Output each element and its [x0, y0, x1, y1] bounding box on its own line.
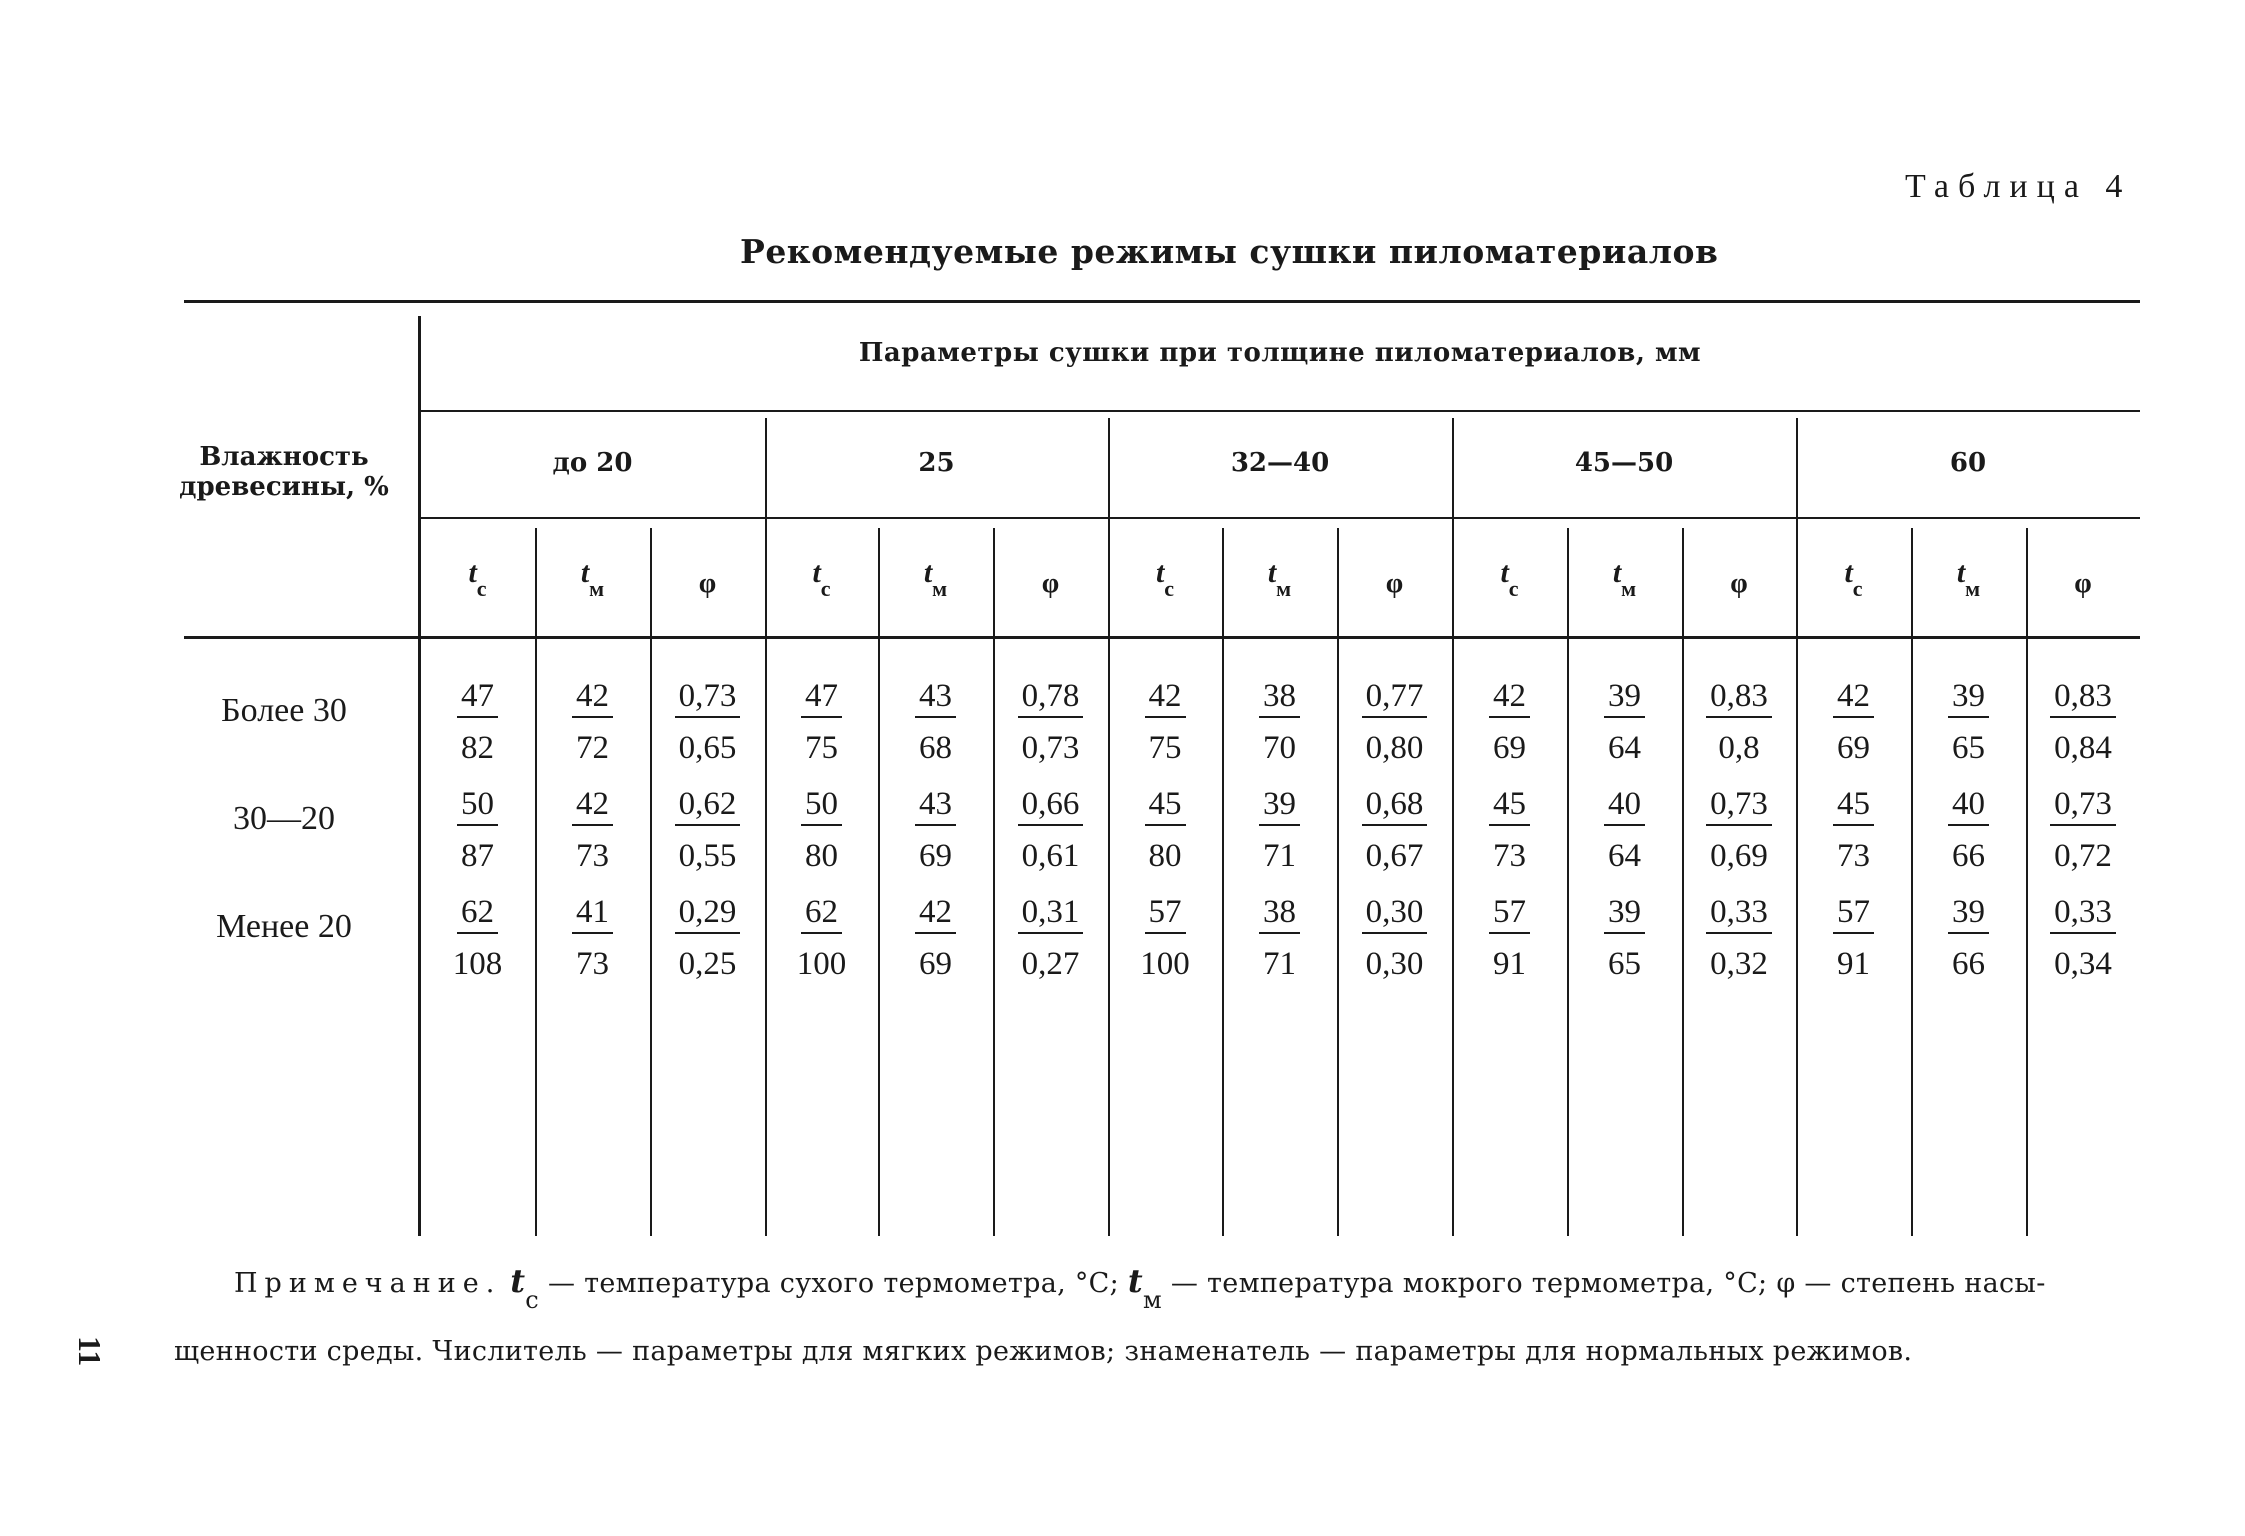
- subheader-t-wet: $t_м$: [923, 556, 948, 601]
- cell-denominator: 71: [1263, 838, 1296, 874]
- table-cell: [1108, 892, 1222, 982]
- cell-denominator: 68: [919, 730, 952, 766]
- cell-denominator: 64: [1608, 730, 1641, 766]
- table-cell: [1911, 676, 2026, 766]
- cell-numerator: 50: [801, 784, 842, 826]
- cell-denominator: 71: [1263, 946, 1296, 982]
- table-cell: [1682, 784, 1796, 874]
- cell-denominator: 0,65: [678, 730, 737, 766]
- cell-denominator: 65: [1608, 946, 1641, 982]
- params-rule: [420, 410, 2140, 412]
- cell-numerator: 45: [1145, 784, 1186, 826]
- cell-denominator: 75: [805, 730, 838, 766]
- cell-numerator: 0,73: [2050, 784, 2116, 826]
- cell-numerator: 47: [457, 676, 498, 718]
- table-cell: [2026, 784, 2140, 874]
- cell-denominator: 0,8: [1718, 730, 1760, 766]
- cell-denominator: 73: [576, 946, 609, 982]
- column-divider: [878, 528, 880, 1236]
- subheader-phi: φ: [698, 568, 717, 599]
- table-cell: [1567, 784, 1682, 874]
- column-divider: [535, 528, 537, 1236]
- row-label: Более 30: [221, 692, 347, 729]
- cell-denominator: 80: [1148, 838, 1182, 874]
- cell-denominator: 73: [576, 838, 609, 874]
- cell-denominator: 91: [1493, 946, 1526, 982]
- cell-denominator: 0,25: [678, 946, 737, 982]
- subheader-phi: φ: [1041, 568, 1060, 599]
- table-cell: [878, 892, 993, 982]
- cell-denominator: 100: [1140, 946, 1190, 982]
- cell-denominator: 0,55: [678, 838, 737, 874]
- cell-numerator: 62: [801, 892, 842, 934]
- cell-numerator: 40: [1948, 784, 1989, 826]
- subheader-phi: φ: [1730, 568, 1748, 599]
- cell-denominator: 87: [461, 838, 494, 874]
- column-divider: [650, 528, 652, 1236]
- table-cell: [1796, 676, 1911, 766]
- cell-denominator: 66: [1952, 838, 1985, 874]
- table-cell: [1108, 676, 1222, 766]
- cell-numerator: 0,83: [2050, 676, 2116, 718]
- moisture-header-line2: древесины, %: [179, 472, 389, 502]
- table-cell: [1796, 784, 1911, 874]
- table-cell: [765, 676, 878, 766]
- top-rule: [184, 300, 2140, 303]
- cell-numerator: 42: [1833, 676, 1874, 718]
- subheader-t-wet: $t_м$: [1267, 556, 1292, 601]
- note-part1: — температура сухого термометра, °С;: [547, 1268, 1120, 1299]
- page-number: 11: [72, 1336, 108, 1367]
- cell-numerator: 50: [457, 784, 498, 826]
- cell-numerator: 42: [915, 892, 956, 934]
- table-cell: [1222, 892, 1337, 982]
- cell-numerator: 38: [1259, 892, 1300, 934]
- cell-numerator: 41: [572, 892, 613, 934]
- subheader-t-wet: $t_м$: [580, 556, 605, 601]
- subheader-phi: φ: [2074, 568, 2092, 599]
- table-cell: [1452, 784, 1567, 874]
- cell-numerator: 0,78: [1018, 676, 1084, 718]
- table-cell: [535, 784, 650, 874]
- cell-numerator: 57: [1145, 892, 1186, 934]
- cell-denominator: 0,69: [1710, 838, 1768, 874]
- cell-denominator: 108: [452, 946, 503, 982]
- cell-denominator: 0,61: [1021, 838, 1080, 874]
- cell-denominator: 64: [1608, 838, 1641, 874]
- note-symbol-t: t: [510, 1262, 526, 1300]
- cell-numerator: 43: [915, 784, 956, 826]
- cell-denominator: 65: [1952, 730, 1985, 766]
- header-bottom-rule: [184, 636, 2140, 639]
- cell-numerator: 39: [1604, 892, 1645, 934]
- cell-numerator: 42: [1145, 676, 1186, 718]
- row-label: 30—20: [233, 800, 335, 837]
- column-divider: [1222, 528, 1224, 1236]
- thickness-group-header: до 20: [552, 448, 633, 478]
- cell-denominator: 73: [1837, 838, 1870, 874]
- table-cell: [765, 784, 878, 874]
- table-cell: [650, 676, 765, 766]
- column-divider: [1567, 528, 1569, 1236]
- table-cell: [535, 676, 650, 766]
- table-cell: [1567, 892, 1682, 982]
- table-cell: [420, 892, 535, 982]
- moisture-header: [174, 442, 394, 502]
- note-symbol-t2: t: [1127, 1262, 1144, 1300]
- subheader-t-dry: $t_с$: [1500, 556, 1519, 601]
- cell-numerator: 42: [1489, 676, 1530, 718]
- note-lead: Примечание.: [234, 1268, 502, 1299]
- subheader-t-dry: $t_с$: [1155, 556, 1175, 601]
- cell-numerator: 47: [801, 676, 842, 718]
- cell-denominator: 66: [1952, 946, 1985, 982]
- cell-denominator: 69: [1837, 730, 1870, 766]
- cell-denominator: 73: [1493, 838, 1526, 874]
- table-number: Таблица 4: [1905, 168, 2132, 205]
- cell-numerator: 39: [1948, 676, 1989, 718]
- cell-denominator: 0,34: [2054, 946, 2112, 982]
- cell-denominator: 75: [1148, 730, 1182, 766]
- row-label: Менее 20: [216, 908, 352, 945]
- cell-denominator: 0,80: [1365, 730, 1424, 766]
- table-cell: [650, 892, 765, 982]
- cell-numerator: 0,31: [1018, 892, 1084, 934]
- moisture-header-line1: Влажность: [199, 442, 369, 472]
- subheader-t-dry: $t_с$: [812, 556, 831, 601]
- cell-numerator: 40: [1604, 784, 1645, 826]
- cell-numerator: 38: [1259, 676, 1300, 718]
- thickness-group-header: 60: [1949, 448, 1987, 478]
- table-cell: [1796, 892, 1911, 982]
- table-cell: [1222, 676, 1337, 766]
- table-cell: [420, 784, 535, 874]
- cell-numerator: 39: [1604, 676, 1645, 718]
- table-cell: [1452, 892, 1567, 982]
- table-cell: [1567, 676, 1682, 766]
- cell-denominator: 0,72: [2054, 838, 2112, 874]
- table-cell: [1452, 676, 1567, 766]
- cell-numerator: 0,62: [675, 784, 741, 826]
- cell-numerator: 0,66: [1018, 784, 1084, 826]
- subheader-t-dry: $t_с$: [1844, 556, 1863, 601]
- cell-denominator: 69: [1493, 730, 1526, 766]
- cell-denominator: 0,27: [1021, 946, 1080, 982]
- table-cell: [420, 676, 535, 766]
- table-note-line2: щенности среды. Числитель — параметры для мягких режимов; знаменатель — параметры для нормальных режимов.: [174, 1336, 1913, 1367]
- column-divider: [993, 528, 995, 1236]
- cell-numerator: 0,33: [2050, 892, 2116, 934]
- table-cell: [878, 676, 993, 766]
- cell-numerator: 0,33: [1706, 892, 1772, 934]
- note-part2: — температура мокрого термометра, °С; φ — степень насы-: [1170, 1268, 2046, 1299]
- cell-denominator: 91: [1837, 946, 1870, 982]
- table-cell: [1682, 676, 1796, 766]
- column-divider: [1911, 528, 1913, 1236]
- table-cell: [1911, 784, 2026, 874]
- cell-denominator: 82: [461, 730, 494, 766]
- table-title: Рекомендуемые режимы сушки пиломатериалов: [740, 232, 1719, 271]
- column-divider: [1337, 528, 1339, 1236]
- cell-numerator: 0,83: [1706, 676, 1772, 718]
- note-symbol-m: м: [1143, 1286, 1162, 1314]
- table-cell: [1337, 676, 1452, 766]
- subheader-t-wet: $t_м$: [1956, 556, 1981, 601]
- column-divider: [2026, 528, 2028, 1236]
- cell-numerator: 0,73: [675, 676, 741, 718]
- subheader-t-dry: $t_с$: [468, 556, 487, 601]
- table-cell: [535, 892, 650, 982]
- cell-numerator: 45: [1833, 784, 1874, 826]
- cell-denominator: 0,32: [1710, 946, 1768, 982]
- cell-numerator: 42: [572, 784, 613, 826]
- cell-numerator: 57: [1489, 892, 1530, 934]
- cell-denominator: 0,67: [1365, 838, 1424, 874]
- table-cell: [993, 784, 1108, 874]
- table-cell: [650, 784, 765, 874]
- cell-denominator: 100: [796, 946, 847, 982]
- cell-numerator: 45: [1489, 784, 1530, 826]
- cell-denominator: 0,30: [1365, 946, 1424, 982]
- cell-denominator: 0,84: [2054, 730, 2112, 766]
- table-cell: [765, 892, 878, 982]
- thickness-group-header: 32—40: [1230, 448, 1330, 478]
- table-cell: [878, 784, 993, 874]
- table-cell: [1911, 892, 2026, 982]
- table-cell: [993, 676, 1108, 766]
- cell-numerator: 0,29: [675, 892, 741, 934]
- subheader-phi: φ: [1385, 568, 1404, 599]
- note-symbol-c: с: [525, 1286, 540, 1314]
- cell-numerator: 43: [915, 676, 956, 718]
- table-cell: [993, 892, 1108, 982]
- thickness-group-header: 25: [918, 448, 955, 478]
- thickness-group-header: 45—50: [1574, 448, 1674, 478]
- groups-rule: [420, 517, 2140, 519]
- cell-numerator: 62: [457, 892, 498, 934]
- table-cell: [2026, 892, 2140, 982]
- table-cell: [1337, 784, 1452, 874]
- cell-denominator: 69: [919, 946, 952, 982]
- cell-denominator: 69: [919, 838, 952, 874]
- cell-numerator: 57: [1833, 892, 1874, 934]
- subheader-t-wet: $t_м$: [1612, 556, 1637, 601]
- cell-numerator: 42: [572, 676, 613, 718]
- cell-denominator: 72: [576, 730, 609, 766]
- table-cell: [1108, 784, 1222, 874]
- table-note: [234, 1262, 2146, 1314]
- table-cell: [1222, 784, 1337, 874]
- cell-numerator: 0,73: [1706, 784, 1772, 826]
- cell-numerator: 0,77: [1362, 676, 1428, 718]
- params-header: Параметры сушки при толщине пиломатериалов, мм: [858, 338, 1702, 368]
- cell-numerator: 39: [1259, 784, 1300, 826]
- cell-numerator: 0,30: [1362, 892, 1428, 934]
- cell-denominator: 0,73: [1021, 730, 1080, 766]
- table-cell: [2026, 676, 2140, 766]
- cell-denominator: 70: [1263, 730, 1296, 766]
- table-cell: [1337, 892, 1452, 982]
- cell-denominator: 80: [805, 838, 838, 874]
- cell-numerator: 0,68: [1362, 784, 1428, 826]
- cell-numerator: 39: [1948, 892, 1989, 934]
- table-cell: [1682, 892, 1796, 982]
- column-divider: [1682, 528, 1684, 1236]
